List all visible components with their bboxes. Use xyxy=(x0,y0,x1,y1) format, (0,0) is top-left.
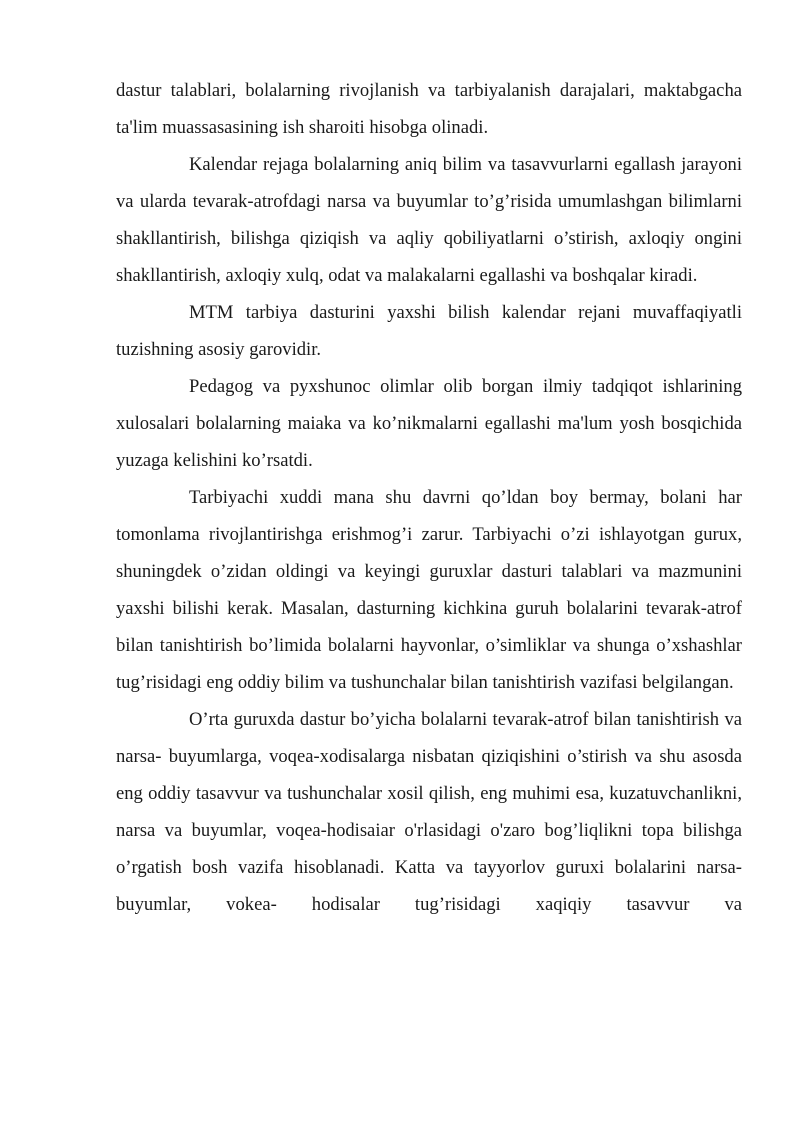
paragraph-6: O’rta guruxda dastur bo’yicha bolalarni tevarak-atrof bilan tanishtirish va narsa- buyumlarga, voqea-xodisalarga nisbatan qiziqishini o’stirish va shu asosda eng oddiy tasavvur va tushunchalar xosil qilish, eng muhimi esa, kuzatuvchanlikni, narsa va buyumlar, voqea-hodisaiar o'rlasidagi o'zaro bog’liqlikni topa bilishga o’rgatish bosh vazifa hisoblanadi. Katta va tayyorlov guruxi bolalarini narsa-buyumlar, vokea- hodisalar tug’risidagi xaqiqiy tasavvur va xyxy=(116,709,742,915)
paragraph-1: dastur talablari, bolalarning rivojlanish va tarbiyalanish darajalari, maktabgacha ta'lim muassasasining ish sharoiti hisobga olinadi. xyxy=(116,80,742,138)
paragraph-2: Kalendar rejaga bolalarning aniq bilim va tasavvurlarni egallash jarayoni va ularda tevarak-atrofdagi narsa va buyumlar to’g’risida umumlashgan bilimlarni shakllantirish, bilishga qiziqish va aqliy qobiliyatlarni o’stirish, axloqiy ongini shakllantirish, axloqiy xulq, odat va malakalarni egallashi va boshqalar kiradi. xyxy=(116,154,742,286)
document-body xyxy=(116,72,742,923)
paragraph-5: Tarbiyachi xuddi mana shu davrni qo’ldan boy bermay, bolani har tomonlama rivojlantirishga erishmog’i zarur. Tarbiyachi o’zi ishlayotgan gurux, shuningdek o’zidan oldingi va keyingi guruxlar dasturi talablari va mazmunini yaxshi bilishi kerak. Masalan, dasturning kichkina guruh bolalarini tevarak-atrof bilan tanishtirish bo’limida bolalarni hayvonlar, o’simliklar va shunga o’xshashlar tug’risidagi eng oddiy bilim va tushunchalar bilan tanishtirish vazifasi belgilangan. xyxy=(116,487,742,693)
paragraph-3: MTM tarbiya dasturini yaxshi bilish kalendar rejani muvaffaqiyatli tuzishning asosiy garovidir. xyxy=(116,302,742,360)
paragraph-4: Pedagog va pyxshunoc olimlar olib borgan ilmiy tadqiqot ishlarining xulosalari bolalarning maiaka va ko’nikmalarni egallashi ma'lum yosh bosqichida yuzaga kelishini ko’rsatdi. xyxy=(116,376,742,471)
